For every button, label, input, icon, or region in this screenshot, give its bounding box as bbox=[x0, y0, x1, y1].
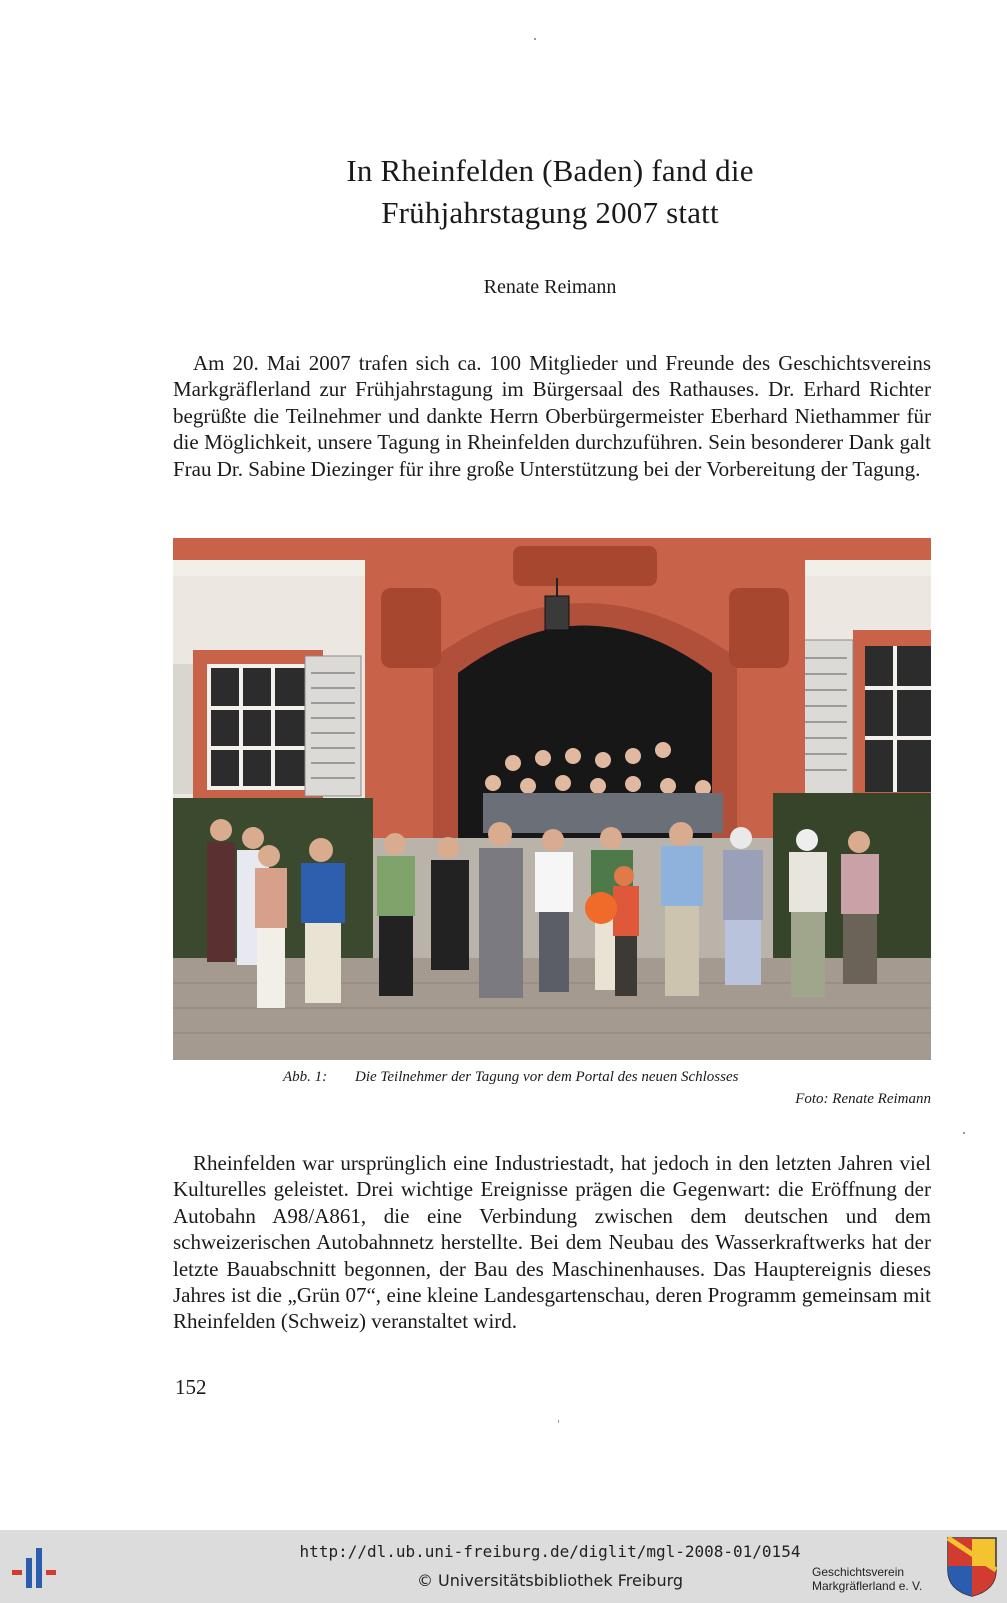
copyright-notice: © Universitätsbibliothek Freiburg bbox=[416, 1571, 684, 1590]
paragraph-intro: Am 20. Mai 2007 trafen sich ca. 100 Mitglieder und Freunde des Geschichtsvereins Markgräflerland zur Frühjahrstagung im Bürgersaal des Rathauses. Dr. Erhard Richter begrüßte die Teilnehmer und dankte Herrn Oberbürgermeister Eberhard Niethammer für die Möglichkeit, unsere Tagung in Rheinfelden durchzuführen. Sein besonderer Dank galt Frau Dr. Sabine Diezinger für ihre große Unterstützung bei der Vorbereitung der Tagung. bbox=[173, 351, 931, 481]
article-author: Renate Reimann bbox=[483, 276, 617, 298]
title-line-1: In Rheinfelden (Baden) fand die bbox=[346, 153, 754, 188]
scan-speck bbox=[558, 1420, 559, 1423]
figure-caption-text: Die Teilnehmer der Tagung vor dem Portal des neuen Schlosses bbox=[355, 1069, 739, 1085]
figure-caption bbox=[283, 1069, 903, 1086]
document-url-link[interactable]: http://dl.ub.uni-freiburg.de/diglit/mgl-2008-01/0154 bbox=[299, 1542, 801, 1561]
article-title bbox=[0, 150, 1007, 234]
paragraph-rheinfelden: Rheinfelden war ursprünglich eine Industriestadt, hat jedoch in den letzten Jahren viel Kulturelles geleistet. Drei wichtige Ereignisse prägen die Gegenwart: die Eröffnung der Autobahn A98/A861, die eine Verbindung zwischen dem deutschen und dem schweizerischen Autobahnnetz herstellte. Bei dem Neubau des Wasserkraftwerks hat der letzte Bauabschnitt begonnen, der Bau des Maschinenhauses. Das Hauptereignis dieses Jahres ist die „Grün 07“, eine kleine Landesgartenschau, deren Programm gemeinsam mit Rheinfelden (Schweiz) veranstaltet wird. bbox=[173, 1151, 931, 1334]
title-line-2: Frühjahrstagung 2007 statt bbox=[381, 195, 719, 230]
society-name-line-2: Markgräflerland e. V. bbox=[812, 1579, 923, 1593]
group-photo-image bbox=[173, 538, 931, 1060]
figure-label: Abb. 1: bbox=[283, 1069, 328, 1085]
figure-credit: Foto: Renate Reimann bbox=[795, 1091, 931, 1107]
group-photo bbox=[173, 538, 931, 1060]
society-name-line-1: Geschichtsverein bbox=[812, 1565, 905, 1579]
society-name bbox=[812, 1565, 922, 1593]
scan-speck bbox=[534, 38, 536, 40]
scan-speck bbox=[963, 1132, 965, 1134]
coat-of-arms-icon bbox=[946, 1536, 998, 1598]
page-number: 152 bbox=[175, 1375, 207, 1399]
viewer-footer bbox=[0, 1530, 1007, 1603]
